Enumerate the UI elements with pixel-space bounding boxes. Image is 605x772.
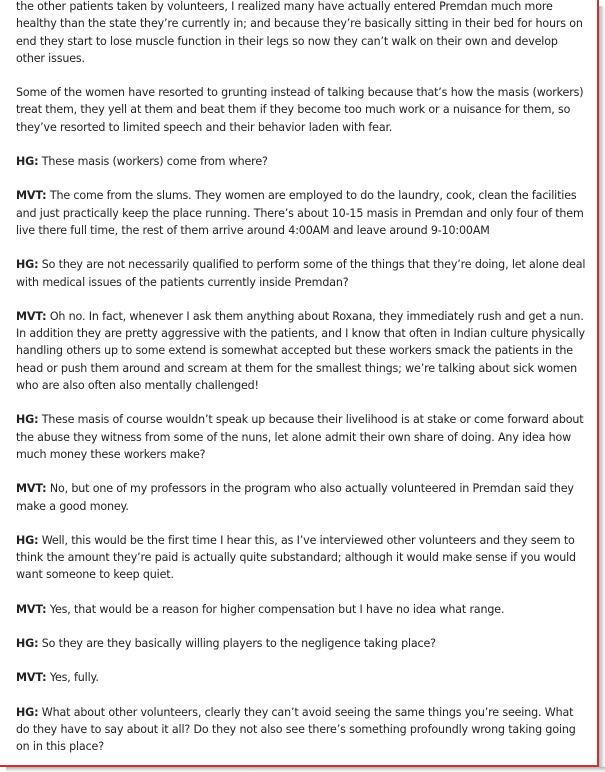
- frame-shadow-right: [599, 6, 605, 772]
- paragraph-text: Yes, that would be a reason for higher compensation but I have no idea what range.: [46, 602, 505, 616]
- paragraph: [16, 0, 588, 67]
- speaker-label: HG:: [16, 637, 39, 651]
- paragraph: [16, 532, 588, 584]
- paragraph: [16, 635, 588, 652]
- interview-text: [16, 0, 588, 767]
- speaker-label: HG:: [16, 155, 39, 169]
- speaker-label: HG:: [16, 533, 39, 547]
- paragraph: [16, 84, 588, 136]
- paragraph-text: So they are not necessarily qualified to perform some of the things that they’re doing, let alone deal with medical issues of the patients currently inside Premdan?: [16, 258, 586, 289]
- paragraph-text: No, but one of my professors in the program who also actually volunteered in Premdan said they make a good money.: [16, 482, 574, 513]
- paragraph: [16, 601, 588, 618]
- paragraph: [16, 256, 588, 291]
- speaker-label: HG:: [16, 705, 39, 719]
- paragraph: [16, 669, 588, 686]
- paragraph-text: Well, this would be the first time I hear this, as I’ve interviewed other volunteers and they seem to think the amount they’re paid is actually quite substandard; although it would make sense if you would want someone to keep quiet.: [16, 533, 576, 582]
- paragraph-text: The come from the slums. They women are employed to do the laundry, cook, clean the facilities and just practically keep the place running. There’s about 10-15 masis in Premdan and only four of them live there full time, the rest of them arrive around 4:00AM and leave around 9-10:00AM: [16, 189, 584, 237]
- paragraph: [16, 308, 588, 394]
- paragraph-text: These masis of course wouldn’t speak up because their livelihood is at stake or come forward about the abuse they witness from some of the nuns, let alone admit their own share of doing. Any idea how much money these workers make?: [16, 413, 584, 461]
- paragraph-text: Oh no. In fact, whenever I ask them anything about Roxana, they immediately rush and get a nun. In addition they are pretty aggressive with the patients, and I know that often in Indian culture physically handling others up to some extend is somewhat accepted but these workers smack the patients in the head or push them around and scream at them for the smallest things; we’re talking about sick women who are also often also mentally challenged!: [16, 309, 585, 393]
- speaker-label: MVT:: [16, 482, 47, 496]
- paragraph-text: So they are they basically willing players to the negligence taking place?: [38, 637, 436, 651]
- paragraph: [16, 153, 588, 170]
- paragraph: [16, 411, 588, 463]
- paragraph: [16, 187, 588, 239]
- paragraph-text: These masis (workers) come from where?: [38, 155, 268, 169]
- paragraph: [16, 704, 588, 756]
- paragraph: [16, 480, 588, 515]
- speaker-label: MVT:: [16, 671, 47, 685]
- paragraph-text: Yes, fully.: [46, 671, 99, 685]
- speaker-label: MVT:: [16, 602, 47, 616]
- speaker-label: HG:: [16, 258, 39, 272]
- frame-shadow-bottom: [6, 767, 605, 772]
- paragraph-text: Some of the women have resorted to grunting instead of talking because that’s how the masis (workers) treat them, they yell at them and beat them if they become too much work or a nuisance for them, so they’ve resorted to limited speech and their behavior laden with fear.: [16, 86, 584, 134]
- speaker-label: MVT:: [16, 189, 47, 203]
- paragraph-text: What about other volunteers, clearly they can’t avoid seeing the same things you’re seeing. What do they have to say about it all? Do they not also see there’s something profoundly wrong taking going on in this place?: [16, 705, 576, 754]
- speaker-label: HG:: [16, 413, 39, 427]
- paragraph-text: the other patients taken by volunteers, I realized many have actually entered Premdan much more healthy than the state they’re currently in; and because they’re basically sitting in their bed for hours on end they start to lose muscle function in their legs so now they can’t walk on their own and develop other issues.: [16, 0, 583, 65]
- speaker-label: MVT:: [16, 309, 47, 323]
